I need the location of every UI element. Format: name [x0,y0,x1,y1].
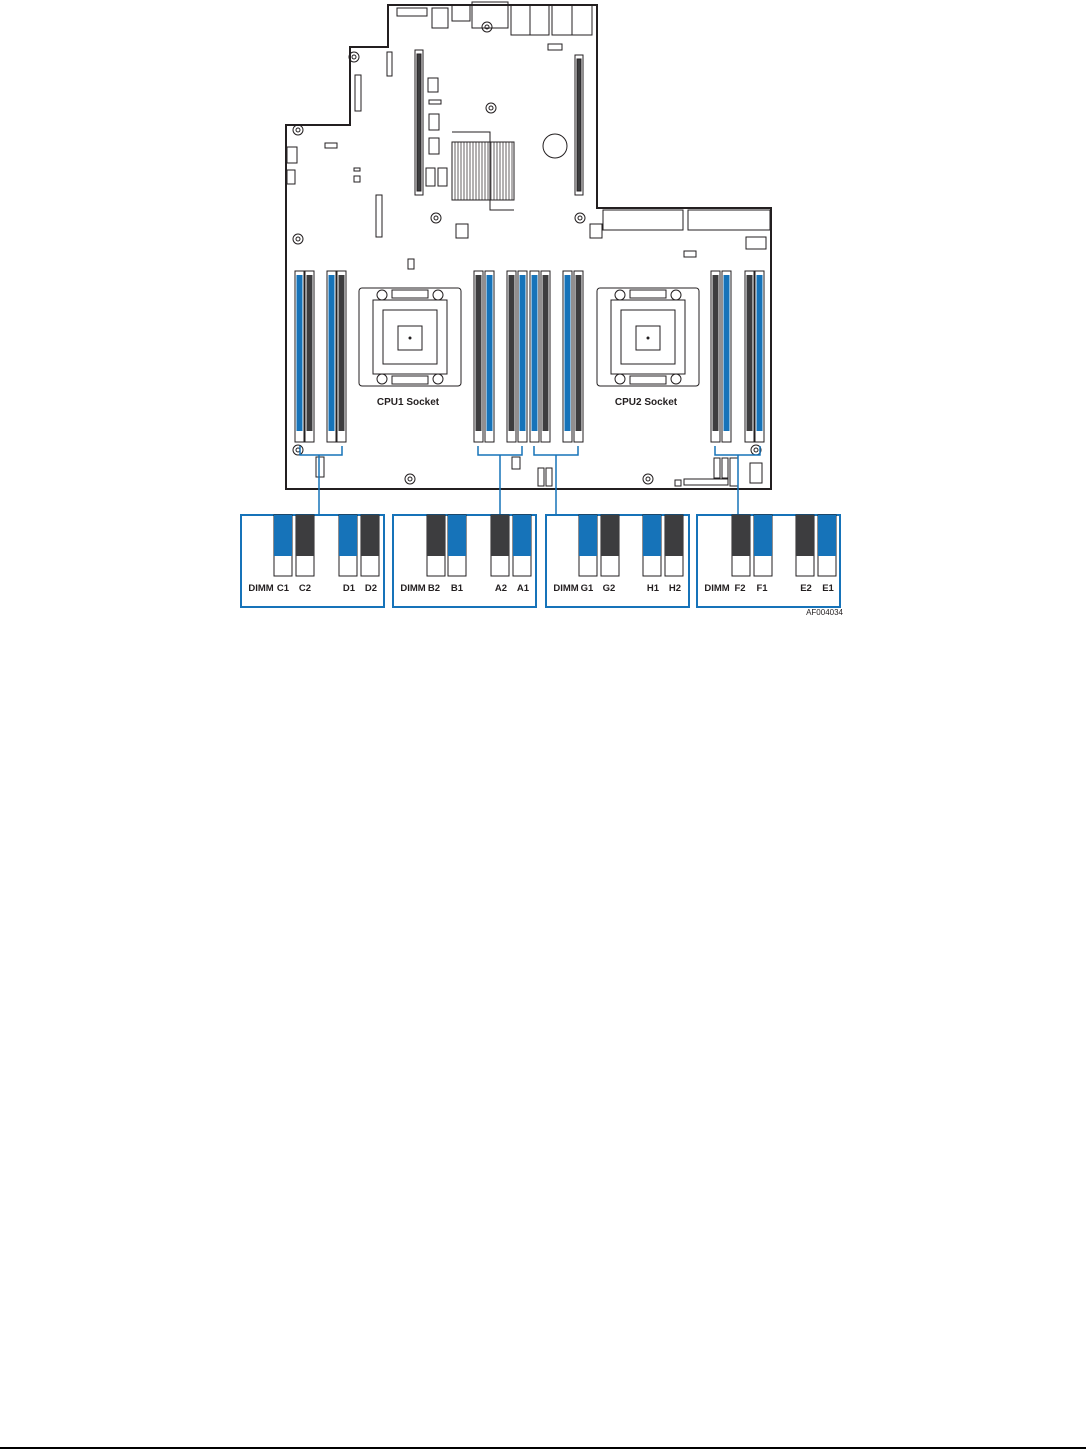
cpu2-socket-label: CPU2 Socket [614,397,678,408]
dimm-slot-label: E2 [800,583,812,594]
dimm-slot-label: H1 [646,583,660,594]
dimm-group-box [393,515,536,607]
page-footer-rule [0,1447,1086,1449]
dimm-prefix-label: DIMM [553,583,579,594]
dimm-slot-label: D2 [364,583,378,594]
dimm-slot-label: D1 [342,583,356,594]
board-dimm-slot [755,271,764,442]
figure-code: AF004034 [806,608,843,617]
board-dimm-slot [530,271,539,442]
dimm-group-box [241,515,384,607]
dimm-slot-label: F1 [756,583,768,594]
dimm-group-box [546,515,689,607]
dimm-slot-label: G2 [602,583,616,594]
dimm-prefix-label: DIMM [248,583,274,594]
dimm-slot-label: E1 [822,583,834,594]
dimm-slot-label: A2 [494,583,508,594]
dimm-prefix-label: DIMM [704,583,730,594]
chipset-heatsink [452,132,514,210]
dimm-slot-label: H2 [668,583,682,594]
board-dimm-slot [563,271,572,442]
board-dimm-slot [574,271,583,442]
board-dimm-slot [327,271,336,442]
board-dimm-slot [337,271,346,442]
board-dimm-slot [305,271,314,442]
dimm-group-box [697,515,840,607]
board-dimm-slot [745,271,754,442]
board-dimm-slot [711,271,720,442]
board-dimm-slot [295,271,304,442]
board-dimm-slot [474,271,483,442]
board-dimm-slot [541,271,550,442]
cpu1-socket-label: CPU1 Socket [376,397,440,408]
dimm-slot-label: G1 [580,583,594,594]
dimm-slot-label: B2 [427,583,441,594]
board-dimm-slot [722,271,731,442]
dimm-slot-label: B1 [450,583,464,594]
dimm-prefix-label: DIMM [400,583,426,594]
dimm-slot-label: A1 [516,583,530,594]
dimm-group-boxes [241,515,840,607]
dimm-slot-label: F2 [734,583,746,594]
board-dimm-slot [507,271,516,442]
dimm-slot-label: C1 [276,583,290,594]
board-dimm-slot [518,271,527,442]
dimm-slot-label: C2 [298,583,312,594]
board-dimm-slot [485,271,494,442]
